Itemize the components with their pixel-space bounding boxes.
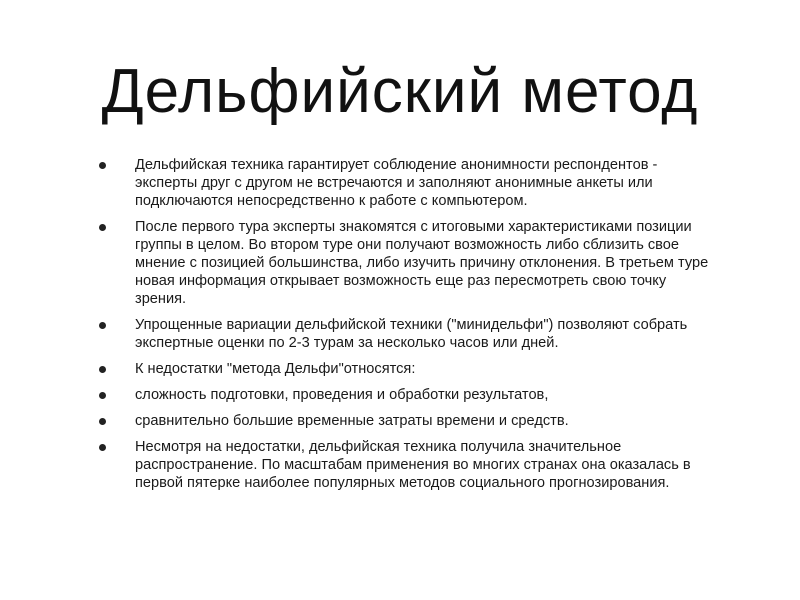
bullet-dot-icon [99, 322, 106, 329]
bullet-item [97, 156, 717, 210]
bullet-dot-icon [99, 224, 106, 231]
bullet-item [97, 316, 717, 352]
bullet-text: сложность подготовки, проведения и обработки результатов, [135, 387, 549, 403]
bullet-dot-icon [99, 162, 106, 169]
bullet-text: Несмотря на недостатки, дельфийская техника получила значительное распространение. По масштабам применения во многих странах она оказалась в первой пятерке наиболее популярных методов социального прогнозирования. [135, 439, 691, 491]
bullet-list [97, 156, 717, 500]
bullet-item [97, 218, 717, 308]
bullet-text: сравнительно большие временные затраты времени и средств. [135, 413, 569, 429]
bullet-dot-icon [99, 392, 106, 399]
bullet-dot-icon [99, 366, 106, 373]
bullet-text: К недостатки "метода Дельфи"относятся: [135, 361, 416, 377]
slide-title: Дельфийский метод [101, 57, 699, 126]
bullet-item [97, 438, 717, 492]
bullet-text: Упрощенные вариации дельфийской техники ("минидельфи") позволяют собрать экспертные оценки по 2-3 турам за несколько часов или дней. [135, 317, 688, 351]
bullet-text: Дельфийская техника гарантирует соблюдение анонимности респондентов - эксперты друг с другом не встречаются и заполняют анонимные анкеты или подключаются непосредственно к работе с компьютером. [135, 157, 658, 209]
bullet-text: После первого тура эксперты знакомятся с итоговыми характеристиками позиции группы в целом. Во втором туре они получают возможность либо сблизить свое мнение с позицией большинства, либо изучить причину отклонения. В третьем туре новая информация открывает возможность еще раз пересмотреть свою точку зрения. [135, 219, 709, 307]
bullet-item [97, 360, 717, 378]
bullet-dot-icon [99, 418, 106, 425]
bullet-dot-icon [99, 444, 106, 451]
bullet-item [97, 386, 717, 404]
bullet-item [97, 412, 717, 430]
